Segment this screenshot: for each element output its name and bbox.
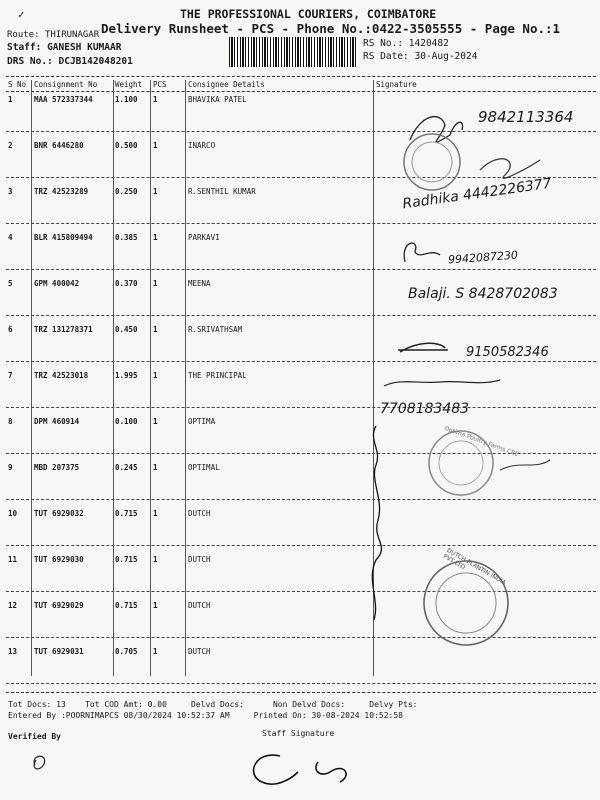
delivered-docs: Delvd Docs:: [191, 700, 245, 709]
row-sno: 1: [8, 95, 13, 104]
company-title: THE PROFESSIONAL COURIERS, COIMBATORE: [180, 7, 437, 21]
row-consignee: DUTCH: [188, 509, 211, 518]
row-consignment-no: TRZ 42523289: [34, 187, 89, 196]
col-weight: Weight: [115, 80, 143, 89]
row-weight: 0.385: [115, 233, 138, 242]
row-pcs: 1: [153, 187, 158, 196]
row-consignee: DUTCH: [188, 601, 211, 610]
handwritten-note: 9942087230: [447, 248, 519, 267]
row-pcs: 1: [153, 647, 158, 656]
row-sno: 8: [8, 417, 13, 426]
row-sno: 11: [8, 555, 18, 564]
row-sno: 7: [8, 371, 13, 380]
handwritten-note: Radhika 4442226377: [401, 175, 553, 213]
row-sno: 13: [8, 647, 18, 656]
row-consignee: DUTCH: [188, 555, 211, 564]
signature-scribble: [480, 159, 540, 178]
handwritten-note: 7708183483: [380, 401, 470, 417]
row-consignment-no: TUT 6929030: [34, 555, 84, 564]
row-consignee: MEENA: [188, 279, 211, 288]
row-consignee: BHAVIKA PATEL: [188, 95, 247, 104]
row-weight: 0.245: [115, 463, 138, 472]
row-consignee: R.SRIVATHSAM: [188, 325, 243, 334]
row-sno: 2: [8, 141, 13, 150]
row-consignment-no: BLR 415809494: [34, 233, 93, 242]
rs-date-value: 30-Aug-2024: [414, 51, 478, 62]
row-consignment-no: MBD 207375: [34, 463, 80, 472]
row-pcs: 1: [153, 141, 158, 150]
footer-divider: [6, 692, 596, 693]
row-consignment-no: DPM 460914: [34, 417, 80, 426]
row-consignee: THE PRINCIPAL: [188, 371, 247, 380]
row-sno: 12: [8, 601, 18, 610]
handwritten-note: Balaji. S 8428702083: [408, 286, 558, 302]
row-pcs: 1: [153, 555, 158, 564]
row-consignment-no: MAA 572337344: [34, 95, 93, 104]
route-line: Route: THIRUNAGAR: [7, 30, 100, 40]
row-weight: 0.715: [115, 601, 138, 610]
row-consignee: INARCO: [188, 141, 216, 150]
row-pcs: 1: [153, 463, 158, 472]
handwritten-note: 9842113364: [478, 108, 574, 126]
row-sno: 4: [8, 233, 13, 242]
staff-value: GANESH KUMAAR: [47, 42, 122, 53]
footer-totals: [8, 700, 417, 709]
handwritten-note: 9150582346: [466, 345, 549, 360]
row-consignment-no: TRZ 42523018: [34, 371, 89, 380]
row-consignment-no: TUT 6929029: [34, 601, 84, 610]
row-weight: 0.500: [115, 141, 138, 150]
drs-line: DRS No.: DCJB142048201: [7, 56, 133, 67]
col-consignee: Consignee Details: [188, 80, 265, 89]
row-sno: 9: [8, 463, 13, 472]
printed-on: Printed On: 30-08-2024 10:52:58: [253, 711, 403, 720]
non-delivered-docs: Non Delvd Docs:: [272, 700, 346, 709]
total-docs: Tot Docs: 13: [8, 700, 66, 709]
row-weight: 0.450: [115, 325, 138, 334]
signature-scribble: [500, 460, 550, 470]
rs-date-line: RS Date: 30-Aug-2024: [363, 51, 478, 62]
row-consignment-no: TRZ 131278371: [34, 325, 93, 334]
col-sno: S No: [8, 80, 27, 89]
row-weight: 0.705: [115, 647, 138, 656]
row-consignee: OPTIMA: [188, 417, 216, 426]
row-pcs: 1: [153, 601, 158, 610]
staff-signature-mark: [254, 755, 347, 784]
runsheet-title: Delivery Runsheet - PCS - Phone No.:0422-3505555 - Page No.:1: [101, 21, 561, 36]
delivery-points: Delvy Pts:: [369, 700, 418, 709]
col-pcs: PCS: [153, 80, 167, 89]
signature-scribble: [372, 426, 381, 620]
tick-mark: ✓: [18, 8, 25, 21]
rs-no-value: 1420482: [408, 38, 449, 49]
row-pcs: 1: [153, 325, 158, 334]
total-cod: Tot COD Amt: 0.00: [85, 700, 167, 709]
row-consignee: PARKAVI: [188, 233, 220, 242]
row-sno: 10: [8, 509, 18, 518]
row-weight: 1.100: [115, 95, 138, 104]
optima-stamp-text: Optima Poultry Farms CBE: [443, 424, 520, 459]
verified-mark: [34, 756, 44, 769]
verified-by-label: Verified By: [8, 732, 61, 741]
staff-signature-label: Staff Signature: [262, 729, 335, 738]
row-weight: 0.370: [115, 279, 138, 288]
stamp-circle: [404, 134, 460, 190]
row-pcs: 1: [153, 371, 158, 380]
signature-scribble: [384, 380, 500, 386]
col-signature: Signature: [376, 80, 417, 89]
row-sno: 5: [8, 279, 13, 288]
entered-by: Entered By :POORNIMAPCS 08/30/2024 10:52:37 AM: [8, 711, 230, 720]
row-weight: 0.250: [115, 187, 138, 196]
signature-scribble: [398, 343, 448, 352]
row-weight: 0.715: [115, 509, 138, 518]
rs-no-line: RS No.: 1420482: [363, 38, 449, 49]
drs-value: DCJB142048201: [58, 56, 133, 67]
row-consignment-no: TUT 6929032: [34, 509, 84, 518]
row-consignee: OPTIMAL: [188, 463, 220, 472]
row-pcs: 1: [153, 95, 158, 104]
row-consignment-no: BNR 6446280: [34, 141, 84, 150]
row-pcs: 1: [153, 233, 158, 242]
staff-line: Staff: GANESH KUMAAR: [7, 42, 122, 53]
row-pcs: 1: [153, 509, 158, 518]
row-consignment-no: GPM 400042: [34, 279, 80, 288]
col-consignment: Consignment No: [34, 80, 98, 89]
row-consignee: R.SENTHIL KUMAR: [188, 187, 256, 196]
row-pcs: 1: [153, 417, 158, 426]
row-weight: 0.100: [115, 417, 138, 426]
footer-entry-info: [8, 711, 403, 720]
row-weight: 1.995: [115, 371, 138, 380]
row-consignment-no: TUT 6929031: [34, 647, 84, 656]
row-consignee: DUTCH: [188, 647, 211, 656]
row-weight: 0.715: [115, 555, 138, 564]
row-sno: 3: [8, 187, 13, 196]
signature-scribble: [404, 243, 440, 262]
row-pcs: 1: [153, 279, 158, 288]
row-sno: 6: [8, 325, 13, 334]
route-value: THIRUNAGAR: [44, 30, 100, 40]
dutch-stamp-text: DUTCH PLANTIN INDIA PVT LTD: [441, 546, 508, 587]
